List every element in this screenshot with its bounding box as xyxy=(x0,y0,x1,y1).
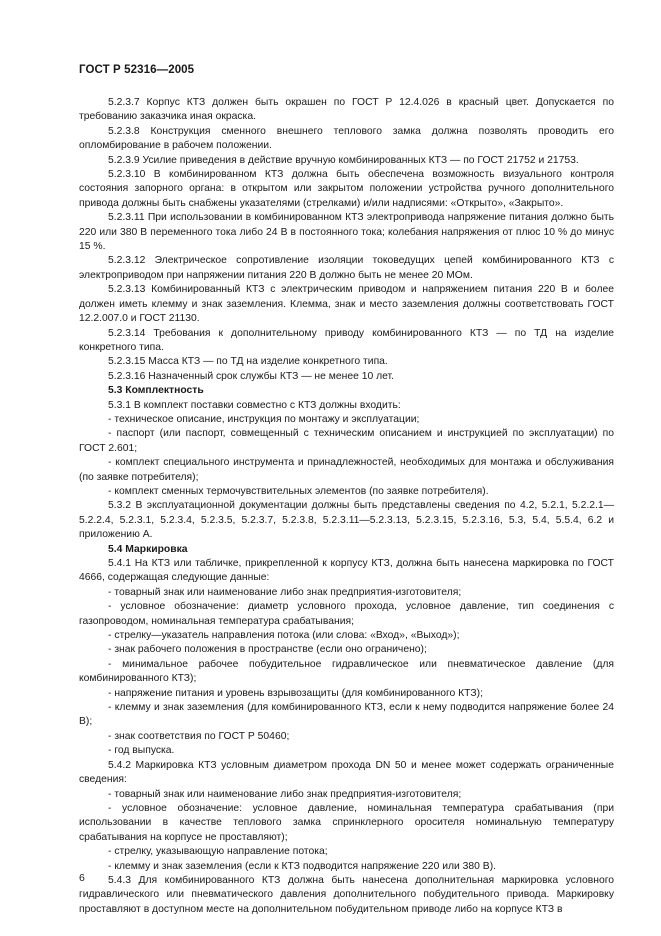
list-item: - товарный знак или наименование либо знак предприятия-изготовителя; xyxy=(108,586,462,598)
list-item: - комплект специального инструмента и принадлежностей, необходимых для монтажа и обслуживания (по заявке потребителя); xyxy=(79,457,614,483)
paragraph-5-2-3-11: 5.2.3.11 При использовании в комбинированном КТЗ электропривода напряжение питания должно быть 220 или 380 В переменного тока либо 24 В в постоянного тока; колебания напряжения от плюс 10 % до минус 15 %. xyxy=(79,212,614,253)
paragraph-5-2-3-16: 5.2.3.16 Назначенный срок службы КТЗ — не менее 10 лет. xyxy=(108,370,394,382)
paragraph-5-2-3-8: 5.2.3.8 Конструкция сменного внешнего теплового замка должна позволять проводить его опломбирование в рабочем положении. xyxy=(79,125,614,152)
list-item: - клемму и знак заземления (если к КТЗ подводится напряжение 220 или 380 В). xyxy=(108,860,497,872)
paragraph-5-3-1: 5.3.1 В комплект поставки совместно с КТЗ должны входить: xyxy=(108,399,401,411)
section-heading-5-3: 5.3 Комплектность xyxy=(108,385,204,397)
list-item: - стрелку—указатель направления потока (или слова: «Вход», «Выход»); xyxy=(108,630,460,642)
list-item: - техническое описание, инструкция по монтажу и эксплуатации; xyxy=(108,413,420,425)
paragraph-5-4-2: 5.4.2 Маркировка КТЗ условным диаметром прохода DN 50 и менее может содержать ограниченные сведения: xyxy=(79,759,614,786)
section-heading-5-4: 5.4 Маркировка xyxy=(108,543,188,555)
paragraph-5-2-3-14: 5.2.3.14 Требования к дополнительному приводу комбинированного КТЗ — по ТД на изделие конкретного типа. xyxy=(79,327,614,353)
paragraph-5-3-2: 5.3.2 В эксплуатационной документации должны быть представлены сведения по 4.2, 5.2.1, 5.2.2.1—5.2.2.4, 5.2.3.1, 5.2.3.4, 5.2.3.5, 5.2.3.7, 5.2.3.8, 5.2.3.11—5.2.3.13, 5.2.3.15, 5.2.3.16, 5.3, 5.4, 5.5.4, 6.2 и приложению А. xyxy=(79,500,614,541)
list-item: - знак рабочего положения в пространстве (если оно ограничено); xyxy=(108,644,427,656)
list-item: - условное обозначение: условное давление, номинальная температура срабатывания (при использовании в качестве теплового замка спринклерного оросителя номинальную температуру срабатывания на корпусе не проставляют); xyxy=(79,802,614,843)
list-item: - комплект сменных термочувствительных элементов (по заявке потребителя). xyxy=(108,485,489,497)
list-item: - минимальное рабочее побудительное гидравлическое или пневматическое давление (для комбинированного КТЗ); xyxy=(79,658,614,685)
list-item: - стрелку, указывающую направление потока; xyxy=(108,846,328,858)
paragraph-5-2-3-15: 5.2.3.15 Масса КТЗ — по ТД на изделие конкретного типа. xyxy=(108,356,388,368)
list-item: - паспорт (или паспорт, совмещенный с техническим описанием и инструкцией по эксплуатации) по ГОСТ 2.601; xyxy=(79,428,614,454)
list-item: - напряжение питания и уровень взрывозащиты (для комбинированного КТЗ); xyxy=(108,687,483,699)
list-item: - год выпуска. xyxy=(108,745,175,757)
list-item: - товарный знак или наименование либо знак предприятия-изготовителя; xyxy=(108,788,462,800)
paragraph-5-4-1: 5.4.1 На КТЗ или табличке, прикрепленной к корпусу КТЗ, должна быть нанесена маркировка по ГОСТ 4666, содержащая следующие данные: xyxy=(79,558,614,584)
paragraph-5-2-3-13: 5.2.3.13 Комбинированный КТЗ с электрическим приводом и напряжением питания 220 В и более должен иметь клемму и знак заземления. Клемма, знак и место заземления должны соответствовать ГОСТ 12.2.007.0 и ГОСТ 21130. xyxy=(79,284,614,325)
document-header: ГОСТ Р 52316—2005 xyxy=(79,64,195,76)
paragraph-5-2-3-12: 5.2.3.12 Электрическое сопротивление изоляции токоведущих цепей комбинированного КТЗ с электроприводом при напряжении питания 220 В должно быть не менее 20 МОм. xyxy=(79,255,614,281)
paragraph-5-2-3-9: 5.2.3.9 Усилие приведения в действие вручную комбинированных КТЗ — по ГОСТ 21752 и 21753. xyxy=(108,154,579,166)
paragraph-5-2-3-10: 5.2.3.10 В комбинированном КТЗ должна быть обеспечена возможность визуального контроля состояния запорного органа: в открытом или закрытом положении устройства ручного дополнительного привода должны быть снабжены указателями (стрелками) и/или надписями: «Открыто», «Закрыто». xyxy=(79,169,614,209)
list-item: - знак соответствия по ГОСТ Р 50460; xyxy=(108,730,290,742)
paragraph-5-4-3: 5.4.3 Для комбинированного КТЗ должна быть нанесена дополнительная маркировка условного гидравлического или пневматического давления дополнительного побудительного привода. Маркировку проставляют в доступном месте на дополнительном побудительном приводе либо на корпусе КТЗ в xyxy=(79,874,614,915)
document-body xyxy=(79,96,614,917)
page-number: 6 xyxy=(79,872,85,884)
list-item: - условное обозначение: диаметр условного прохода, условное давление, тип соединения с газопроводом, номинальная температура срабатывания; xyxy=(79,601,614,627)
list-item: - клемму и знак заземления (для комбинированного КТЗ, если к нему подводится напряжение более 24 В); xyxy=(79,702,614,728)
paragraph-5-2-3-7: 5.2.3.7 Корпус КТЗ должен быть окрашен по ГОСТ Р 12.4.026 в красный цвет. Допускается по требованию заказчика иная окраска. xyxy=(79,97,614,123)
